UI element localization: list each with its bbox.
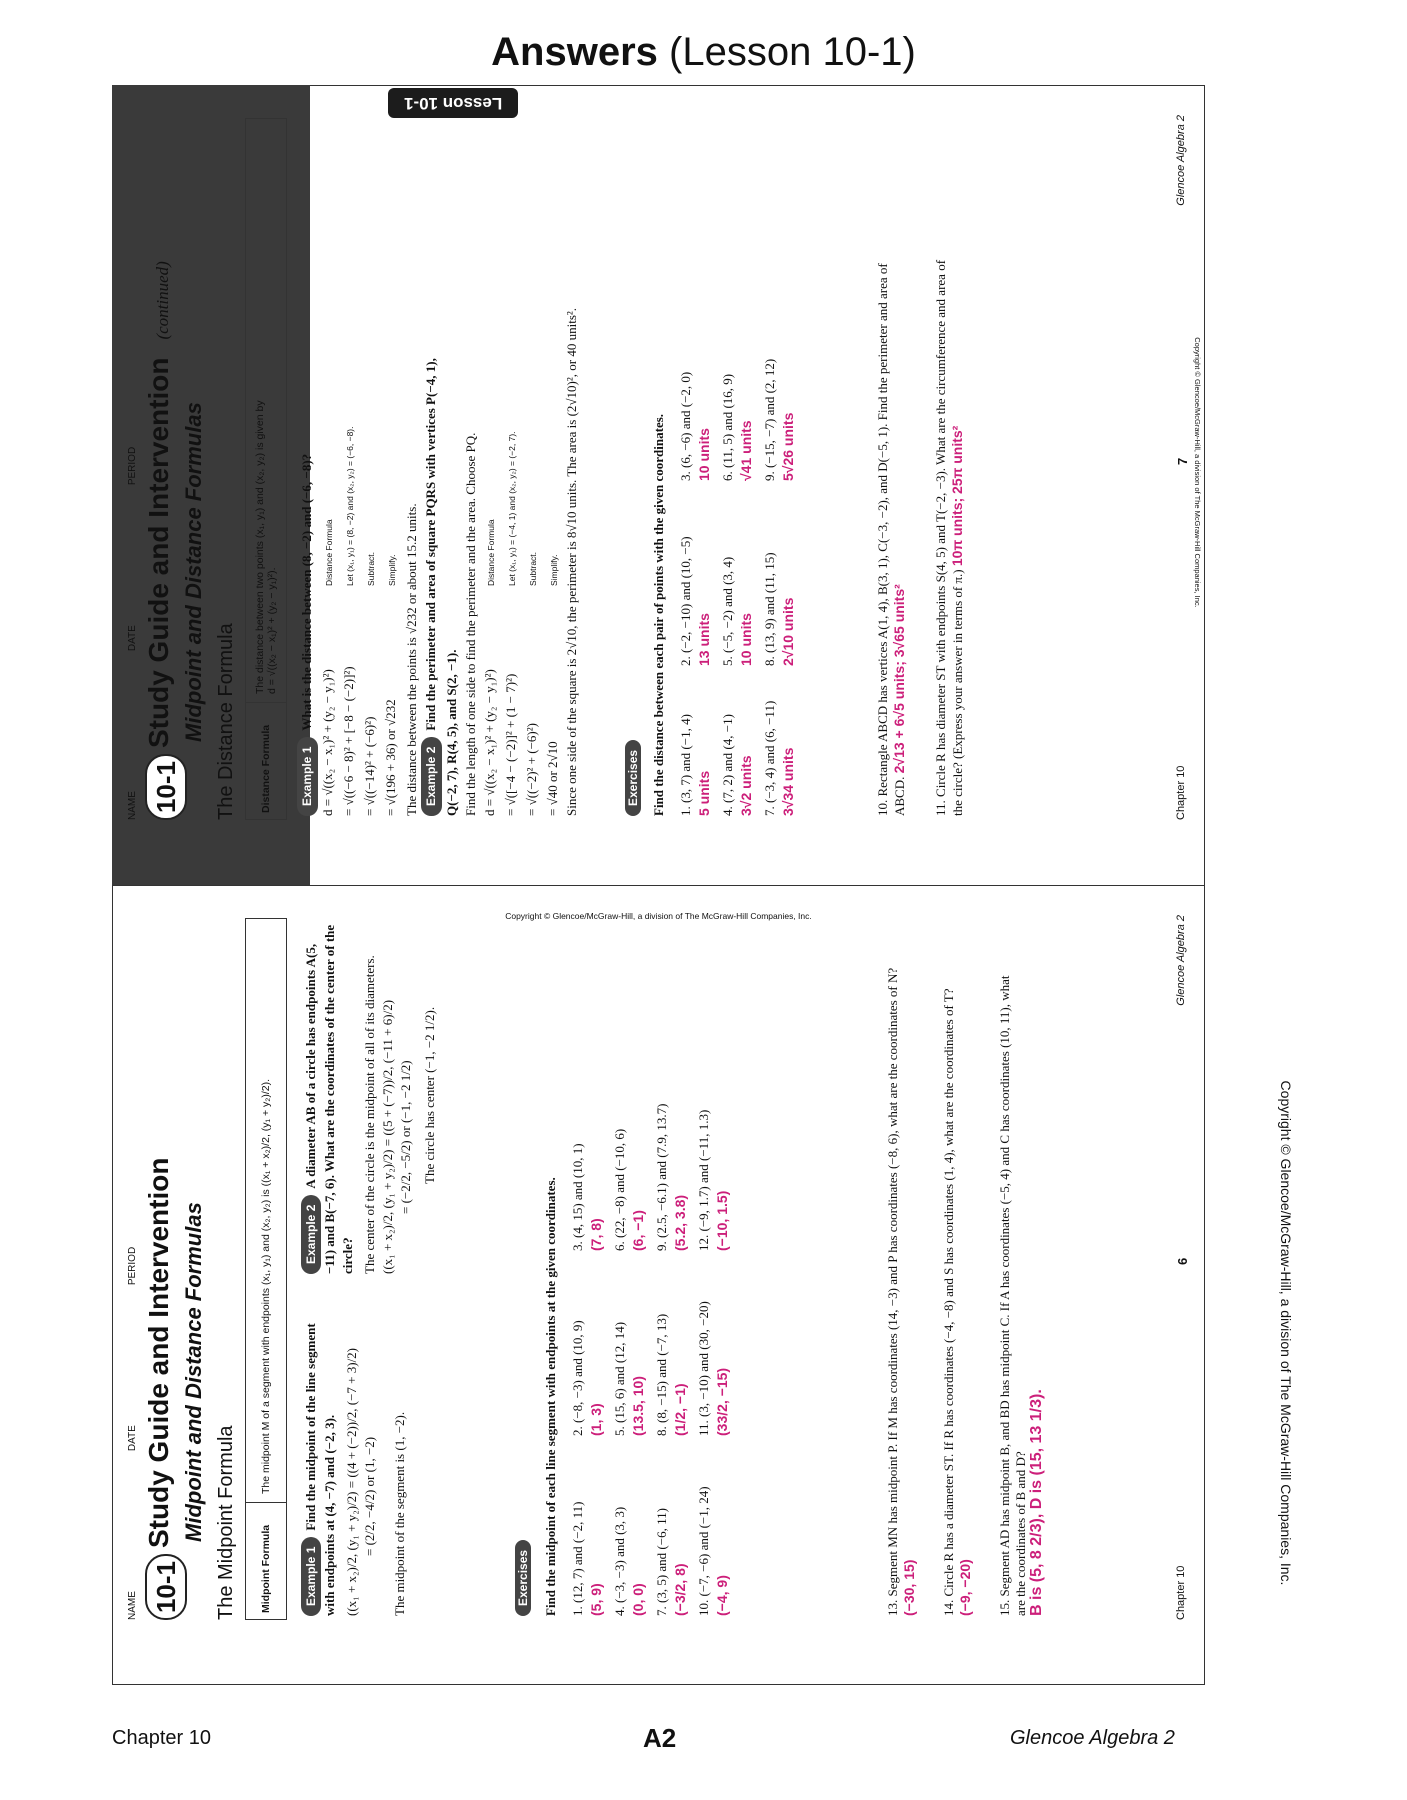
answers-header: Answers (Lesson 10-1) <box>491 30 916 74</box>
problem-11: 11. Circle R has diameter ST with endpoints S(4, 5) and T(−2, −3). What are the circumference and area of the circle? (Express your answer in terms of π.) 10π units; 25π units² <box>933 259 965 816</box>
problem-1: 1. (12, 7) and (−2, 11) (5, 9) <box>570 1501 604 1616</box>
problem-12: 12. (−9, 1.7) and (−11, 1.3) (−10, 1.5) <box>696 1109 730 1251</box>
lesson-tab: Lesson 10-1 <box>388 88 518 118</box>
lesson-number: 10-1 <box>145 754 187 820</box>
page-divider <box>112 885 1205 886</box>
side-copyright: Copyright © Glencoe/McGraw-Hill, a division of The McGraw-Hill Companies, Inc. <box>1278 1080 1294 1586</box>
worksheet-page-6: NAMEDATEPERIOD 10-1 Study Guide and Intervention Midpoint and Distance Formulas The Midpoint Formula Midpoint Formula The midpoint M of a segment with endpoints (x₁, y₁) and (x₂, y₂) is ((x₁ + x₂)/2, (y₁ + y₂)/2). Example 1Find the midpoint of the line segment with endpoints at (4, −7) and (−2, 3). ((x₁ + x₂)/2, (y₁ + y₂)/2) = ((4 + (−2))/2, (−7 + 3)/2) = (2/2, −4/2) or (1, −2) The midpoint of the segment is (1, −2). Example 2A diameter AB of a circle has endpoints A(5, −11) and B(−7, 6). What are the coordinates of the center of the circle? The center of the circle is the midpoint of all of its diameters. ((x₁ + x₂)/2, (y₁ + y₂)/2) = ((5 + (−7))/2, (−11 + 6)/2) = (−2/2, −5/2) or (−1, −2 1/2) The circle has center (−1, −2 1/2). Exercises Find the midpoint of each line segment with endpoints at the given coordinates. 1. (12, 7) and (−2, 11) (5, 9) 2. (−8, −3) and (10, 9) (1, 3) 3. (4, 15) and (10, 1) (7, 8) 4. (−3, −3) and (3, 3) (0, 0) 5. (15, 6) and (12, 14) (13.5, 10) 6. (22, −8) and (−10, 6) (6, −1) 7. (3, 5) and (−6, 11) (−3/2, 8) 8. (8, −15) and (−7, 13) (1/2, −1) 9. (2.5, −6.1) and (7.9, 13.7) (5.2, 3.8) 10. (−7, −6) and (−1, 24) (−4, 9) 11. (3, −10) and (30, −20) (33/2, −15) 12. (−9, 1.7) and (−11, 1.3) (−10, 1.5) 13. Segment MN has midpoint P. If M has coordinates (14, −3) and P has coordinates (−8, 6), what are the coordinates of N? (−30, 15) 14. Circle R has a diameter ST. If R has coordinates (−4, −8) and S has coordinates (1, 4), what are the coordinates of T? (−9, −20) 15. Segment AD has midpoint B, and BD has midpoint C. If A has coordinates (−5, 4) and C has coordinates (10, 11), what are the coordinates of B and D? B is (5, 8 2/3), D is (15, 13 1/3). Chapter 10 6 Glencoe Algebra 2 <box>127 915 1190 1620</box>
problem-15: 15. Segment AD has midpoint B, and BD has midpoint C. If A has coordinates (−5, 4) and C has coordinates (10, 11), what are the coordinates of B and D? B is (5, 8 2/3), D is (15, 13 1/3). <box>997 975 1045 1616</box>
problem-3: 3. (4, 15) and (10, 1) (7, 8) <box>570 1143 604 1251</box>
example-1: Example 1What is the distance between (8, −2) and (−6, −8)? d = √((x₂ − x₁)² + (y₂ − y₁)²)Distance Formula = √((−6 − 8)² + [−8 − (−2)]²)Let (x₁, y₁) = (8, −2) and (x₂, y₂) = (−6, −8). = √((−14)² + (−6)²)Subtract. = √(196 + 36) or √232Simplify. The distance between the points is √232 or about 15.2 units. <box>299 426 419 816</box>
page-copyright: Copyright © Glencoe/McGraw-Hill, a division of The McGraw-Hill Companies, Inc. <box>1193 337 1202 608</box>
lesson-number: 10-1 <box>145 1554 187 1620</box>
problem-8: 8. (8, −15) and (−7, 13) (1/2, −1) <box>654 1313 688 1436</box>
name-date-period: NAMEDATEPERIOD <box>127 446 138 820</box>
exercise-grid <box>677 271 797 816</box>
page-subtitle: Midpoint and Distance Formulas <box>181 1202 206 1542</box>
name-date-period: NAMEDATEPERIOD <box>127 1246 138 1620</box>
problem-3: 3. (6, −6) and (−2, 0) 10 units <box>678 371 712 481</box>
definition-box: Distance Formula The distance between two points (x₁, y₁) and (x₂, y₂) is given by d = √((x₂ − x₁)² + (y₂ − y₁)²). <box>245 118 287 820</box>
problem-4: 4. (−3, −3) and (3, 3) (0, 0) <box>612 1506 646 1616</box>
exercise-instructions: Find the distance between each pair of points with the given coordinates. <box>651 413 666 816</box>
problem-9: 9. (−15, −7) and (2, 12) 5√26 units <box>762 358 796 481</box>
page-title: Study Guide and Intervention <box>143 1157 174 1548</box>
problem-9: 9. (2.5, −6.1) and (7.9, 13.7) (5.2, 3.8) <box>654 1103 688 1251</box>
footer-page-number: A2 <box>643 1723 677 1753</box>
example-1: Example 1Find the midpoint of the line segment with endpoints at (4, −7) and (−2, 3). ((x₁ + x₂)/2, (y₁ + y₂)/2) = ((4 + (−2))/2, (−7 + 3)/2) = (2/2, −4/2) or (1, −2) The midpoint of the segment is (1, −2). <box>303 1323 407 1616</box>
problem-14: 14. Circle R has a diameter ST. If R has coordinates (−4, −8) and S has coordinates (1, 4), what are the coordinates of T? (−9, −20) <box>941 988 973 1616</box>
exercise-instructions: Find the midpoint of each line segment with endpoints at the given coordinates. <box>543 1177 558 1616</box>
footer-chapter: Chapter 10 <box>112 1727 211 1749</box>
section-heading: The Distance Formula <box>215 623 237 820</box>
center-copyright: Copyright © Glencoe/McGraw-Hill, a division of The McGraw-Hill Companies, Inc. <box>505 911 812 921</box>
exercises-header: Exercises <box>625 734 641 816</box>
example-2: Example 2Find the perimeter and area of square PQRS with vertices P(−4, 1), Q(−2, 7), R(4, 5), and S(2, −1). Find the length of one side to find the perimeter and the area. Choose PQ. d = √((x₂ − x₁)² + (y₂ − y₁)²)Distance Formula = √([−4 − (−2)]² + (1 − 7)²)Let (x₁, y₁) = (−4, 1) and (x₂, y₂) = (−2, 7). = √((−2)² + (−6)²)Subtract. = √40 or 2√10Simplify. Since one side of the square is 2√10, the perimeter is 8√10 units. The area is (2√10)², or 40 units². <box>423 307 579 816</box>
problem-8: 8. (13, 9) and (11, 15) 2√10 units <box>762 552 796 666</box>
problem-7: 7. (3, 5) and (−6, 11) (−3/2, 8) <box>654 1508 688 1616</box>
problem-11: 11. (3, −10) and (30, −20) (33/2, −15) <box>696 1301 730 1436</box>
exercise-grid <box>569 1041 731 1616</box>
problem-1: 1. (3, 7) and (−1, 4) 5 units <box>678 714 712 816</box>
problem-5: 5. (−5, −2) and (3, 4) 10 units <box>720 556 754 666</box>
problem-13: 13. Segment MN has midpoint P. If M has coordinates (14, −3) and P has coordinates (−8, 6), what are the coordinates of N? (−30, 15) <box>885 967 917 1616</box>
example-2: Example 2A diameter AB of a circle has endpoints A(5, −11) and B(−7, 6). What are the coordinates of the center of the circle? The center of the circle is the midpoint of all of its diameters. ((x₁ + x₂)/2, (y₁ + y₂)/2) = ((5 + (−7))/2, (−11 + 6)/2) = (−2/2, −5/2) or (−1, −2 1/2) The circle has center (−1, −2 1/2). <box>303 924 437 1274</box>
page-title: Study Guide and Intervention(continued) <box>143 261 174 748</box>
page-subtitle: Midpoint and Distance Formulas <box>181 402 206 742</box>
definition-box: Midpoint Formula The midpoint M of a segment with endpoints (x₁, y₁) and (x₂, y₂) is ((x₁ + x₂)/2, (y₁ + y₂)/2). <box>245 918 287 1620</box>
problem-2: 2. (−2, −10) and (10, −5) 13 units <box>678 536 712 666</box>
problem-10: 10. (−7, −6) and (−1, 24) (−4, 9) <box>696 1486 730 1616</box>
exercises-header: Exercises <box>515 1534 531 1616</box>
problem-6: 6. (11, 5) and (16, 9) √41 units <box>720 373 754 481</box>
problem-5: 5. (15, 6) and (12, 14) (13.5, 10) <box>612 1321 646 1436</box>
problem-6: 6. (22, −8) and (−10, 6) (6, −1) <box>612 1128 646 1251</box>
problem-10: 10. Rectangle ABCD has vertices A(1, 4), B(3, 1), C(−3, −2), and D(−5, 1). Find the perimeter and area of ABCD. 2√13 + 6√5 units; 3√65 units² <box>875 263 907 816</box>
problem-4: 4. (7, 2) and (4, −1) 3√2 units <box>720 714 754 816</box>
footer-book-title: Glencoe Algebra 2 <box>1010 1727 1175 1749</box>
section-heading: The Midpoint Formula <box>215 1425 237 1620</box>
problem-7: 7. (−3, 4) and (6, −11) 3√34 units <box>762 700 796 816</box>
worksheet-page-7: NAMEDATEPERIOD 10-1 Study Guide and Intervention(continued) Midpoint and Distance Formulas The Distance Formula Distance Formula The distance between two points (x₁, y₁) and (x₂, y₂) is given by d = √((x₂ − x₁)² + (y₂ − y₁)²). Example 1What is the distance between (8, −2) and (−6, −8)? d = √((x₂ − x₁)² + (y₂ − y₁)²)Distance Formula = √((−6 − 8)² + [−8 − (−2)]²)Let (x₁, y₁) = (8, −2) and (x₂, y₂) = (−6, −8). = √((−14)² + (−6)²)Subtract. = √(196 + 36) or √232Simplify. The distance between the points is √232 or about 15.2 units. Example 2Find the perimeter and area of square PQRS with vertices P(−4, 1), Q(−2, 7), R(4, 5), and S(2, −1). Find the length of one side to find the perimeter and the area. Choose PQ. d = √((x₂ − x₁)² + (y₂ − y₁)²)Distance Formula = √([−4 − (−2)]² + (1 − 7)²)Let (x₁, y₁) = (−4, 1) and (x₂, y₂) = (−2, 7). = √((−2)² + (−6)²)Subtract. = √40 or 2√10Simplify. Since one side of the square is 2√10, the perimeter is 8√10 units. The area is (2√10)², or 40 units². Exercises Find the distance between each pair of points with the given coordinates. 1. (3, 7) and (−1, 4) 5 units 2. (−2, −10) and (10, −5) 13 units 3. (6, −6) and (−2, 0) 10 units 4. (7, 2) and (4, −1) 3√2 units 5. (−5, −2) and (3, 4) 10 units 6. (11, 5) and (16, 9) √41 units 7. (−3, 4) and (6, −11) 3√34 units 8. (13, 9) and (11, 15) 2√10 units 9. (−15, −7) and (2, 12) 5√26 units 10. Rectangle ABCD has vertices A(1, 4), B(3, 1), C(−3, −2), and D(−5, 1). Find the perimeter and area of ABCD. 2√13 + 6√5 units; 3√65 units² 11. Circle R has diameter ST with endpoints S(4, 5) and T(−2, −3). What are the circumference and area of the circle? (Express your answer in terms of π.) 10π units; 25π units² Copyright © Glencoe/McGraw-Hill, a division of The McGraw-Hill Companies, Inc. Chapter 10 7 Glencoe Algebra 2 <box>115 95 1200 850</box>
problem-2: 2. (−8, −3) and (10, 9) (1, 3) <box>570 1320 604 1436</box>
